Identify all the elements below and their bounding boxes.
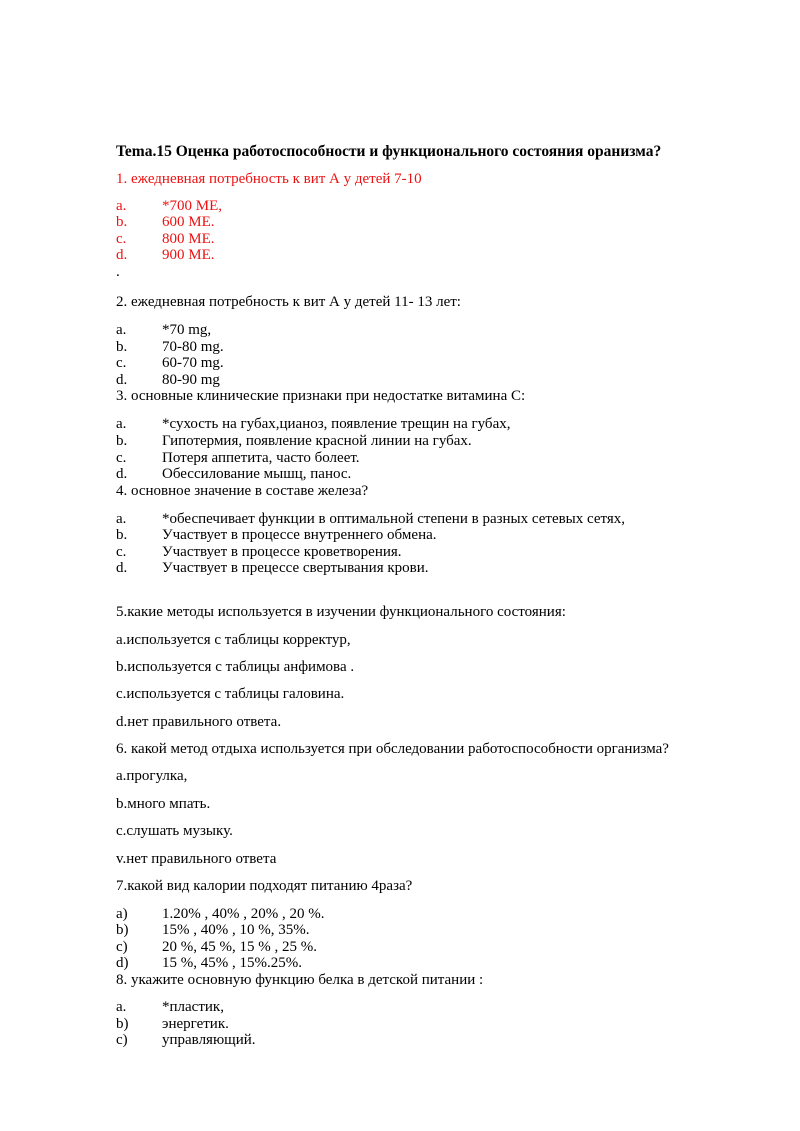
q2-option-b <box>116 339 756 356</box>
q1-option-b <box>116 214 756 231</box>
option-marker: b. <box>116 339 128 355</box>
option-text: *700 МЕ, <box>162 198 222 214</box>
question-4: 4. основное значение в составе железа? <box>116 483 369 499</box>
q1-option-a <box>116 198 756 215</box>
q6-option-b: b.много мпать. <box>116 796 211 812</box>
q6-option-d: v.нет правильного ответа <box>116 851 277 867</box>
q4-option-d <box>116 560 756 577</box>
option-marker: c. <box>116 355 127 371</box>
option-marker: a) <box>116 906 128 922</box>
option-text: 60-70 mg. <box>162 355 224 371</box>
option-text: Обессилование мышц, панос. <box>162 466 352 482</box>
option-text: 15% , 40% , 10 %, 35%. <box>162 922 310 938</box>
option-marker: d) <box>116 955 129 971</box>
question-3: 3. основные клинические признаки при недостатке витамина С: <box>116 388 526 404</box>
q8-option-c <box>116 1032 756 1049</box>
option-marker: d. <box>116 560 128 576</box>
option-text: *70 mg, <box>162 322 212 338</box>
option-marker: b. <box>116 433 128 449</box>
q6-option-a: a.прогулка, <box>116 768 188 784</box>
option-text: *пластик, <box>162 999 224 1015</box>
q7-option-c <box>116 939 756 956</box>
q3-option-d <box>116 466 756 483</box>
question-5: 5.какие методы используется в изучении функционального состояния: <box>116 604 566 620</box>
option-text: Участвует в процессе кроветворения. <box>162 544 402 560</box>
option-marker: b) <box>116 922 129 938</box>
option-text: 15 %, 45% , 15%.25%. <box>162 955 302 971</box>
document-title: Tema.15 Оценка работоспособности и функционального состояния оранизма? <box>116 143 662 160</box>
q7-option-d <box>116 955 756 972</box>
option-marker: a. <box>116 511 127 527</box>
option-marker: c) <box>116 939 128 955</box>
option-text: Потеря аппетита, часто болеет. <box>162 450 360 466</box>
option-text: энергетик. <box>162 1016 229 1032</box>
option-text: Участвует в прецессе свертывания крови. <box>162 560 429 576</box>
question-1: 1. ежедневная потребность к вит А у детей 7-10 <box>116 171 422 187</box>
option-text: 600 МЕ. <box>162 214 215 230</box>
option-marker: c. <box>116 231 127 247</box>
option-text: Участвует в процессе внутреннего обмена. <box>162 527 437 543</box>
q1-option-d <box>116 247 756 264</box>
option-marker: b. <box>116 214 128 230</box>
option-marker: a. <box>116 416 127 432</box>
q8-option-a <box>116 999 756 1016</box>
option-marker: a. <box>116 322 127 338</box>
q4-option-c <box>116 544 756 561</box>
q3-option-b <box>116 433 756 450</box>
option-marker: d. <box>116 372 128 388</box>
stray-dot: . <box>116 264 120 280</box>
option-marker: b) <box>116 1016 129 1032</box>
option-text: *обеспечивает функции в оптимальной степени в разных сетевых сетях, <box>162 511 626 527</box>
option-text: 800 МЕ. <box>162 231 215 247</box>
question-8: 8. укажите основную функцию белка в детской питании : <box>116 972 484 988</box>
option-text: 20 %, 45 %, 15 % , 25 %. <box>162 939 317 955</box>
q2-option-c <box>116 355 756 372</box>
option-marker: c. <box>116 544 127 560</box>
option-text: 80-90 mg <box>162 372 220 388</box>
q3-option-c <box>116 450 756 467</box>
option-marker: b. <box>116 527 128 543</box>
question-6: 6. какой метод отдыха используется при обследовании работоспособности организма? <box>116 741 669 757</box>
question-2: 2. ежедневная потребность к вит А у детей 11- 13 лет: <box>116 294 461 310</box>
option-text: 900 МЕ. <box>162 247 215 263</box>
q8-option-b <box>116 1016 756 1033</box>
q1-option-c <box>116 231 756 248</box>
q7-option-b <box>116 922 756 939</box>
q2-option-d <box>116 372 756 389</box>
option-marker: d. <box>116 466 128 482</box>
q5-option-b: b.используется с таблицы анфимова . <box>116 659 355 675</box>
option-text: 1.20% , 40% , 20% , 20 %. <box>162 906 325 922</box>
q6-option-c: c.слушать музыку. <box>116 823 233 839</box>
option-text: 70-80 mg. <box>162 339 224 355</box>
q4-option-a <box>116 511 756 528</box>
option-text: Гипотермия, появление красной линии на губах. <box>162 433 472 449</box>
option-marker: a. <box>116 999 127 1015</box>
option-marker: c. <box>116 450 127 466</box>
q2-option-a <box>116 322 756 339</box>
option-marker: c) <box>116 1032 128 1048</box>
question-7: 7.какой вид калории подходят питанию 4раза? <box>116 878 413 894</box>
option-text: управляющий. <box>162 1032 256 1048</box>
option-marker: a. <box>116 198 127 214</box>
option-marker: d. <box>116 247 128 263</box>
option-text: *сухость на губах,цианоз, появление трещин на губах, <box>162 416 511 432</box>
q5-option-a: a.используется с таблицы корректур, <box>116 632 351 648</box>
q3-option-a <box>116 416 756 433</box>
q4-option-b <box>116 527 756 544</box>
q5-option-c: c.используется с таблицы галовина. <box>116 686 345 702</box>
q5-option-d: d.нет правильного ответа. <box>116 714 282 730</box>
q7-option-a <box>116 906 756 923</box>
